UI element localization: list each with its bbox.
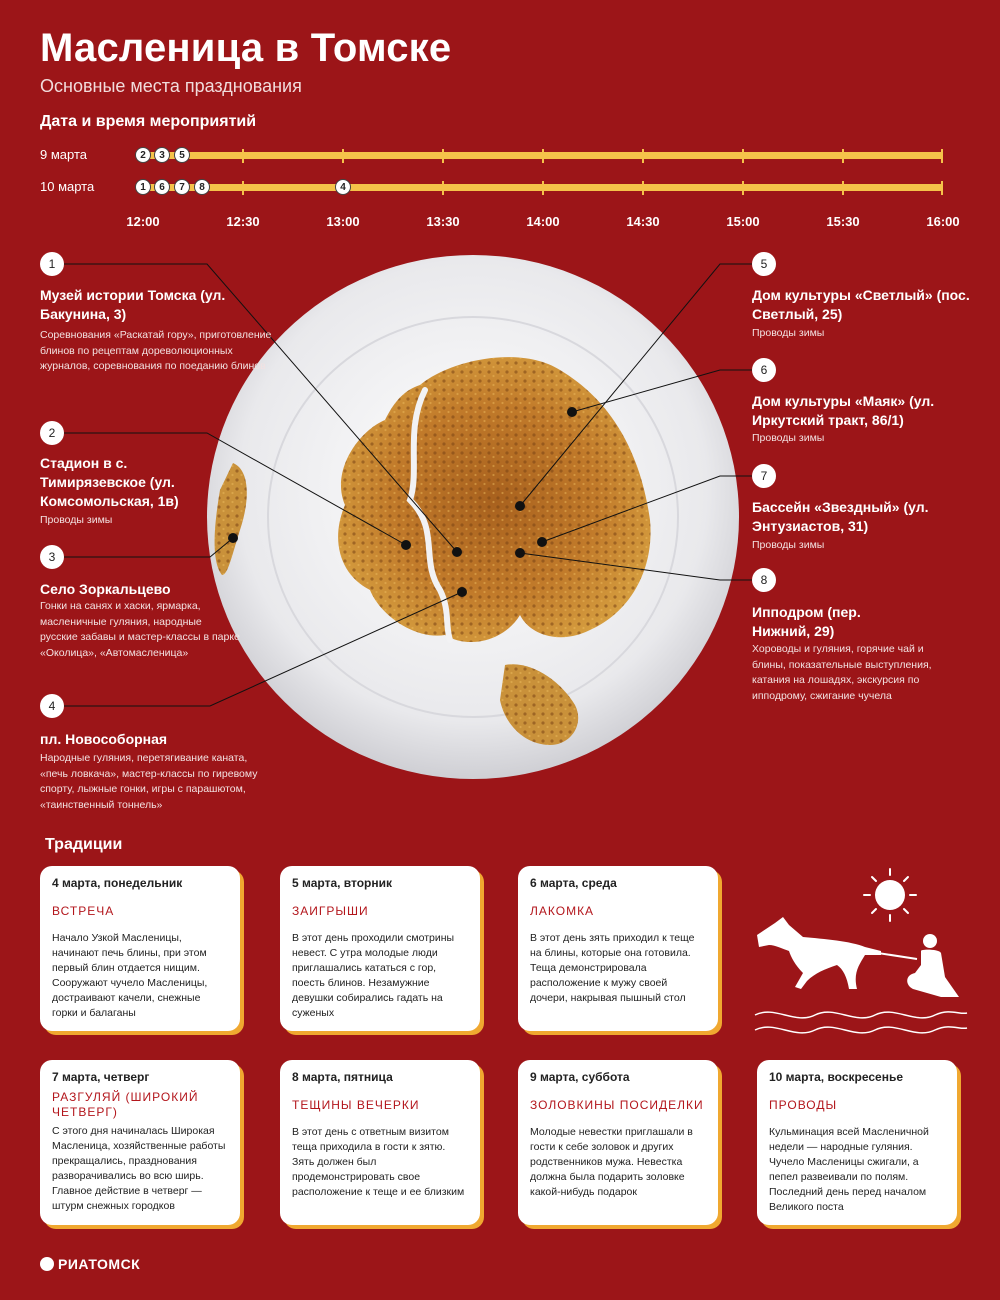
event-badge: 4 xyxy=(335,179,351,195)
event-badge: 2 xyxy=(135,147,151,163)
time-label: 12:00 xyxy=(126,214,160,229)
time-label: 12:30 xyxy=(226,214,260,229)
time-label: 15:00 xyxy=(726,214,760,229)
card-name: ЛАКОМКА xyxy=(530,904,595,918)
location-desc: Народные гуляния, перетягивание каната, «печь ловкача», мастер-классы по гиревому спорту, лыжные гонки, игры с парашютом, «таинственный тоннель» xyxy=(40,752,258,811)
tradition-card xyxy=(280,866,480,1031)
time-label: 14:30 xyxy=(626,214,660,229)
sleigh-rider-icon xyxy=(907,934,959,997)
card-text: Начало Узкой Масленицы, начинают печь блины, при этом первый блин отдается нищим. Сооружают чучело Масленицы, достраивают качели, снежные горки и балаганы xyxy=(52,932,208,1019)
card-name: РАЗГУЛЯЙ (ШИРОКИЙ ЧЕТВЕРГ) xyxy=(52,1090,199,1119)
time-label: 15:30 xyxy=(826,214,860,229)
location-name: Стадион в с. Тимирязевское (ул. Комсомольская, 1в) xyxy=(40,455,179,509)
time-label: 13:30 xyxy=(426,214,460,229)
horse-sleigh-illustration xyxy=(745,865,970,1045)
card-day: 5 марта, вторник xyxy=(292,876,393,890)
card-day: 10 марта, воскресенье xyxy=(769,1070,904,1084)
time-label: 14:00 xyxy=(526,214,560,229)
location-name: Ипподром (пер. Нижний, 29) xyxy=(752,604,861,639)
time-label: 13:00 xyxy=(326,214,360,229)
card-text: Молодые невестки приглашали в гости к себе золовок и других родственников мужа. Невестка должна была подарить золовке какой-нибудь подарок xyxy=(530,1126,693,1198)
location-name: Дом культуры «Светлый» (пос. Светлый, 25) xyxy=(752,287,970,322)
location-number: 3 xyxy=(40,545,64,569)
location-number: 2 xyxy=(40,421,64,445)
logo-text: РИАТОМСК xyxy=(58,1256,141,1272)
page-subtitle: Основные места празднования xyxy=(40,76,302,96)
event-badge: 3 xyxy=(154,147,170,163)
day-label-10: 10 марта xyxy=(40,179,95,194)
card-text: В этот день зять приходил к теще на блины, которые она готовила. Теща демонстрировала расположение к мужу своей дочери, накрывая пышный стол xyxy=(530,932,695,1004)
location-name: Бассейн «Звездный» (ул. Энтузиастов, 31) xyxy=(752,499,929,534)
logo-mark-icon xyxy=(40,1257,54,1271)
tradition-card xyxy=(518,1060,718,1225)
card-day: 7 марта, четверг xyxy=(52,1070,150,1084)
location-number: 4 xyxy=(40,694,64,718)
event-badge: 8 xyxy=(194,179,210,195)
location-desc: Проводы зимы xyxy=(752,539,825,551)
tradition-card xyxy=(280,1060,480,1225)
location-desc: Хороводы и гуляния, горячие чай и блины, показательные выступления, катания на лошадях, экскурсия по ипподрому, сжигание чучела xyxy=(752,643,932,702)
event-badge: 7 xyxy=(174,179,190,195)
sun-icon xyxy=(864,869,916,921)
tradition-card xyxy=(757,1060,957,1225)
location-number: 5 xyxy=(752,252,776,276)
card-text: Кульминация всей Масленичной недели — народные гуляния. Чучело Масленицы сжигали, а пепел развеивали по полям. Последний день перед началом Великого поста xyxy=(769,1126,929,1213)
card-name: ЗАИГРЫШИ xyxy=(292,904,369,918)
brand-logo xyxy=(40,1256,140,1272)
card-day: 6 марта, среда xyxy=(530,876,617,890)
card-text: С этого дня начиналась Широкая Масленица, хозяйственные работы прекращались, празднования разворачивались во всю ширь. Главное действие в четверг — штурм снежных городков xyxy=(52,1125,226,1212)
location-number: 6 xyxy=(752,358,776,382)
snow-waves xyxy=(755,1012,967,1033)
card-day: 9 марта, суббота xyxy=(530,1070,630,1084)
schedule-title: Дата и время мероприятий xyxy=(40,113,257,130)
card-name: ПРОВОДЫ xyxy=(769,1098,838,1112)
location-desc: Гонки на санях и хаски, ярмарка, масленичные гуляния, народные русские забавы и мастер-классы в парке «Околица», «Автомасленица» xyxy=(40,600,240,659)
event-badge: 6 xyxy=(154,179,170,195)
card-name: ВСТРЕЧА xyxy=(52,904,115,918)
location-desc: Соревнования «Раскатай гору», приготовление блинов по рецептам дореволюционных журналов, соревнования по поеданию блинов xyxy=(40,329,272,372)
card-day: 8 марта, пятница xyxy=(292,1070,393,1084)
location-name: Дом культуры «Маяк» (ул. Иркутский тракт, 86/1) xyxy=(752,393,935,428)
card-text: В этот день проходили смотрины невест. С утра молодые люди приглашались кататься с гор, поесть блинов. Незамужние девушки собирались гадать на суженых xyxy=(292,932,455,1019)
traditions-title: Традиции xyxy=(45,836,123,853)
card-day: 4 марта, понедельник xyxy=(52,876,183,890)
location-desc: Проводы зимы xyxy=(752,327,825,339)
location-number: 1 xyxy=(40,252,64,276)
day-label-9: 9 марта xyxy=(40,147,87,162)
tradition-card xyxy=(518,866,718,1031)
card-text: В этот день с ответным визитом теща приходила в гости к зятю. Зять должен был продемонстрировать свое расположение к теще и ее близким xyxy=(292,1126,465,1198)
tradition-card xyxy=(40,1060,240,1225)
location-desc: Проводы зимы xyxy=(752,432,825,444)
page-title: Масленица в Томске xyxy=(40,26,452,70)
location-name: пл. Новособорная xyxy=(40,731,168,747)
tradition-card xyxy=(40,866,240,1031)
location-name: Музей истории Томска (ул. Бакунина, 3) xyxy=(40,287,226,322)
location-desc: Проводы зимы xyxy=(40,514,113,526)
card-name: ЗОЛОВКИНЫ ПОСИДЕЛКИ xyxy=(530,1098,704,1112)
event-badge: 5 xyxy=(174,147,190,163)
time-label: 16:00 xyxy=(926,214,960,229)
card-name: ТЕЩИНЫ ВЕЧЕРКИ xyxy=(292,1098,420,1112)
horse-icon xyxy=(757,917,881,989)
location-number: 7 xyxy=(752,464,776,488)
location-number: 8 xyxy=(752,568,776,592)
location-name: Село Зоркальцево xyxy=(40,581,171,597)
event-badge: 1 xyxy=(135,179,151,195)
